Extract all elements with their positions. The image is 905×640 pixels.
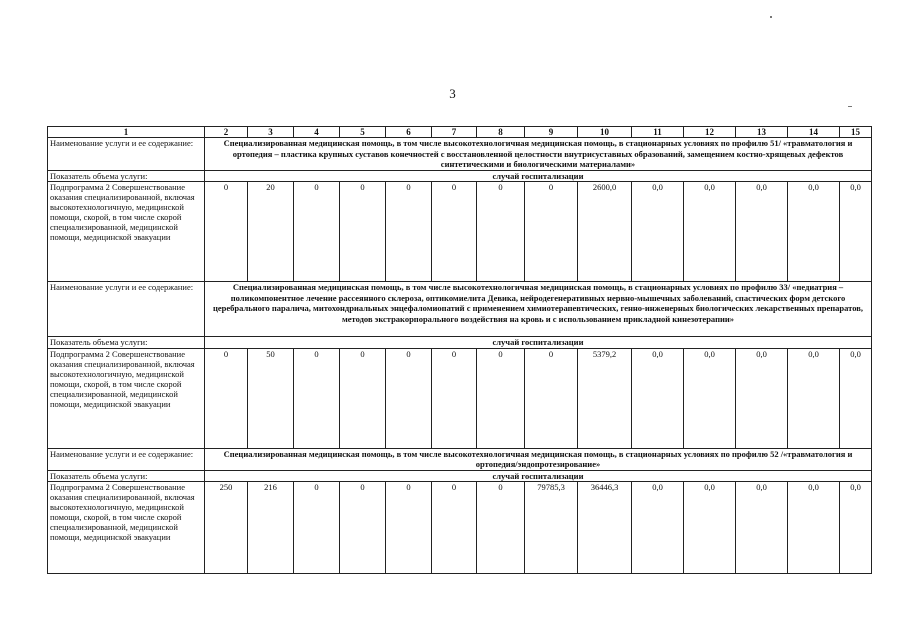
column-header: 7 [432,127,477,138]
services-table [47,126,872,574]
service-name-row [48,448,872,470]
indicator-row [48,337,872,349]
value-cell: 0,0 [840,348,872,448]
value-cell: 216 [248,482,294,574]
column-header: 2 [205,127,248,138]
indicator-row [48,470,872,482]
value-cell: 0,0 [840,482,872,574]
row-label-subprogram: Подпрограмма 2 Совершенствование оказания специализированной, включая высокотехнологичную, медицинской помощи, скорой, в том числе скорой специализированной, медицинской помощи, медицинской эвакуации [48,482,205,574]
value-cell: 0,0 [736,348,788,448]
value-cell: 0 [340,482,386,574]
column-header: 8 [477,127,525,138]
column-header: 5 [340,127,386,138]
page-number: 3 [449,86,456,101]
column-header: 14 [788,127,840,138]
indicator-value: случай госпитализации [205,470,872,482]
value-cell: 0 [432,482,477,574]
value-cell: 0 [294,348,340,448]
value-cell: 36446,3 [578,482,632,574]
service-name-row [48,282,872,337]
value-cell: 0 [386,482,432,574]
row-label-service: Наименование услуги и ее содержание: [48,138,205,171]
column-header: 13 [736,127,788,138]
row-label-subprogram: Подпрограмма 2 Совершенствование оказания специализированной, включая высокотехнологичную, медицинской помощи, скорой, в том числе скорой специализированной, медицинской помощи, медицинской эвакуации [48,182,205,282]
value-cell: 0 [340,182,386,282]
service-description: Специализированная медицинская помощь, в том числе высокотехнологичная медицинская помощь, в стационарных условиях по профилю 52 /«травматология и ортопедия/эндопротезирование» [205,448,872,470]
row-label-indicator: Показатель объема услуги: [48,470,205,482]
value-cell: 50 [248,348,294,448]
column-header: 3 [248,127,294,138]
value-cell: 0 [477,348,525,448]
value-cell: 0 [477,482,525,574]
column-header: 4 [294,127,340,138]
service-description: Специализированная медицинская помощь, в том числе высокотехнологичная медицинская помощь, в стационарных условиях по профилю 51/ «травматология и ортопедия – пластика крупных суставов конечностей с восстановленной целостности внутрисуставных образований, замещением костно-хрящевых дефектов синтетическими и биологическими материалами» [205,138,872,171]
value-cell: 0 [386,348,432,448]
value-cell: 5379,2 [578,348,632,448]
value-cell: 0,0 [788,348,840,448]
value-cell: 0,0 [684,348,736,448]
indicator-value: случай госпитализации [205,170,872,182]
column-header: 6 [386,127,432,138]
value-cell: 0 [205,182,248,282]
scan-speck [848,106,852,107]
subprogram-row [48,348,872,448]
value-cell: 0,0 [684,482,736,574]
value-cell: 0,0 [788,482,840,574]
subprogram-row [48,182,872,282]
value-cell: 0 [525,348,578,448]
value-cell: 0 [525,182,578,282]
value-cell: 0 [386,182,432,282]
service-name-row [48,138,872,171]
value-cell: 0,0 [840,182,872,282]
value-cell: 0,0 [632,182,684,282]
column-header: 1 [48,127,205,138]
column-number-row [48,127,872,138]
value-cell: 79785,3 [525,482,578,574]
value-cell: 0,0 [736,482,788,574]
row-label-indicator: Показатель объема услуги: [48,170,205,182]
value-cell: 0 [205,348,248,448]
value-cell: 0 [432,182,477,282]
value-cell: 0 [477,182,525,282]
value-cell: 0,0 [632,348,684,448]
service-description: Специализированная медицинская помощь, в том числе высокотехнологичная медицинская помощь, в стационарных условиях по профилю 33/ «педиатрия – поликомпонентное лечение рассеянного склероза, оптикомиелита Девика, нейродегенеративных нервно-мышечных заболеваний, спастических форм детского церебрального паралича, митохондриальных энцефаломиопатий с применением химиотерапевтических, генно-инженерных биологических лекарственных препаратов, методов экстракорпорального воздействия на кровь и с использованием прикладной кинезотерапии» [205,282,872,337]
value-cell: 0,0 [684,182,736,282]
scan-speck [770,16,772,18]
row-label-service: Наименование услуги и ее содержание: [48,448,205,470]
column-header: 10 [578,127,632,138]
indicator-value: случай госпитализации [205,337,872,349]
column-header: 15 [840,127,872,138]
value-cell: 250 [205,482,248,574]
column-header: 9 [525,127,578,138]
value-cell: 2600,0 [578,182,632,282]
value-cell: 0 [340,348,386,448]
column-header: 11 [632,127,684,138]
row-label-indicator: Показатель объема услуги: [48,337,205,349]
row-label-subprogram: Подпрограмма 2 Совершенствование оказания специализированной, включая высокотехнологичную, медицинской помощи, скорой, в том числе скорой специализированной, медицинской помощи, медицинской эвакуации [48,348,205,448]
value-cell: 0 [294,182,340,282]
indicator-row [48,170,872,182]
value-cell: 0 [432,348,477,448]
value-cell: 0,0 [736,182,788,282]
value-cell: 0,0 [632,482,684,574]
column-header: 12 [684,127,736,138]
row-label-service: Наименование услуги и ее содержание: [48,282,205,337]
value-cell: 20 [248,182,294,282]
value-cell: 0,0 [788,182,840,282]
subprogram-row [48,482,872,574]
value-cell: 0 [294,482,340,574]
